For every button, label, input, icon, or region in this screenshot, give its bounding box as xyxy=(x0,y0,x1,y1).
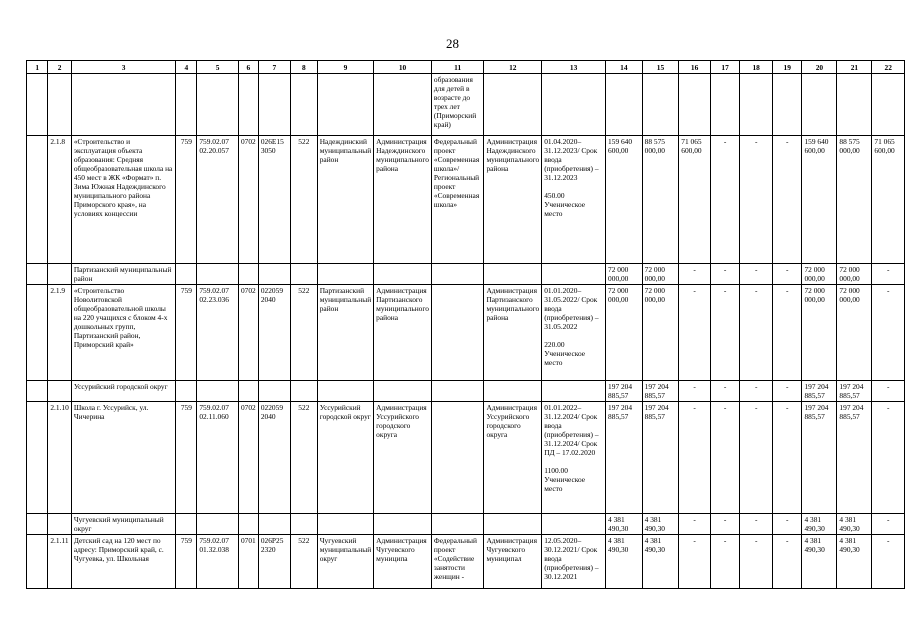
cell-col-17 xyxy=(710,74,739,136)
cell-col-15: 88 575 000,00 xyxy=(642,136,679,264)
cell-col-8 xyxy=(290,264,317,285)
cell-col-18: - xyxy=(740,381,773,402)
cell-col-2: 2.1.9 xyxy=(48,285,71,381)
cell-col-17: - xyxy=(710,514,739,535)
cell-col-21: 72 000 000,00 xyxy=(837,264,872,285)
cell-col-5: 759.02.07 01.32.038 xyxy=(197,535,239,589)
cell-col-21: 4 381 490,30 xyxy=(837,535,872,589)
cell-col-8 xyxy=(290,74,317,136)
cell-col-10: Администрация Надеждинского муниципального района xyxy=(374,136,432,264)
program-table xyxy=(26,60,905,589)
cell-col-17: - xyxy=(710,381,739,402)
table-row xyxy=(27,74,905,136)
cell-col-13: 01.04.2020–31.12.2023/ Срок ввода (приобретения) – 31.12.2023 450.00 Ученическое место xyxy=(542,136,606,264)
cell-col-11: образования для детей в возрасте до трех лет (Приморский край) xyxy=(431,74,484,136)
cell-col-3: Партизанский муниципальный район xyxy=(71,264,176,285)
cell-col-4: 759 xyxy=(176,402,197,514)
cell-col-1 xyxy=(27,381,48,402)
cell-col-6: 0702 xyxy=(238,136,258,264)
cell-col-22 xyxy=(872,74,905,136)
cell-col-19: - xyxy=(773,285,802,381)
cell-col-12 xyxy=(484,381,542,402)
cell-col-3 xyxy=(71,74,176,136)
cell-col-1 xyxy=(27,74,48,136)
cell-col-8: 522 xyxy=(290,402,317,514)
cell-col-20: 4 381 490,30 xyxy=(802,514,837,535)
cell-col-20: 197 204 885,57 xyxy=(802,402,837,514)
column-header-8: 8 xyxy=(290,61,317,74)
cell-col-21: 197 204 885,57 xyxy=(837,381,872,402)
cell-col-6 xyxy=(238,264,258,285)
cell-col-19: - xyxy=(773,514,802,535)
cell-col-21: 197 204 885,57 xyxy=(837,402,872,514)
cell-col-10: Администрация Партизанского муниципального района xyxy=(374,285,432,381)
cell-col-11: Федеральный проект «Содействие занятости женщин - xyxy=(431,535,484,589)
cell-col-16: - xyxy=(679,535,711,589)
cell-col-9: Партизанский муниципальный район xyxy=(317,285,373,381)
cell-col-5: 759.02.07 02.23.036 xyxy=(197,285,239,381)
cell-col-20 xyxy=(802,74,837,136)
cell-col-18: - xyxy=(740,285,773,381)
cell-col-4: 759 xyxy=(176,285,197,381)
cell-col-18: - xyxy=(740,514,773,535)
cell-col-6 xyxy=(238,514,258,535)
column-header-6: 6 xyxy=(238,61,258,74)
cell-col-1 xyxy=(27,136,48,264)
cell-col-22: - xyxy=(872,381,905,402)
cell-col-11 xyxy=(431,285,484,381)
cell-col-2 xyxy=(48,74,71,136)
cell-col-7 xyxy=(258,74,290,136)
cell-col-6: 0702 xyxy=(238,285,258,381)
cell-col-5 xyxy=(197,381,239,402)
column-header-14: 14 xyxy=(606,61,643,74)
cell-col-4 xyxy=(176,264,197,285)
cell-col-12 xyxy=(484,514,542,535)
cell-col-4 xyxy=(176,514,197,535)
column-header-5: 5 xyxy=(197,61,239,74)
cell-col-15: 4 381 490,30 xyxy=(642,535,679,589)
cell-col-7 xyxy=(258,381,290,402)
cell-col-22: - xyxy=(872,264,905,285)
cell-col-14: 197 204 885,57 xyxy=(606,381,643,402)
cell-col-12 xyxy=(484,74,542,136)
column-header-15: 15 xyxy=(642,61,679,74)
cell-col-21 xyxy=(837,74,872,136)
column-header-16: 16 xyxy=(679,61,711,74)
subtotal-row xyxy=(27,264,905,285)
cell-col-16: - xyxy=(679,381,711,402)
cell-col-12: Администрация Партизанского муниципального района xyxy=(484,285,542,381)
cell-col-15: 197 204 885,57 xyxy=(642,381,679,402)
cell-col-8 xyxy=(290,514,317,535)
cell-col-9 xyxy=(317,264,373,285)
cell-col-12: Администрация Чугуевского муниципал xyxy=(484,535,542,589)
cell-col-10 xyxy=(374,74,432,136)
cell-col-6: 0701 xyxy=(238,535,258,589)
cell-col-16: 71 065 600,00 xyxy=(679,136,711,264)
cell-col-13: 01.01.2020–31.05.2022/ Срок ввода (приобретения) – 31.05.2022 220.00 Ученическое место xyxy=(542,285,606,381)
cell-col-13 xyxy=(542,381,606,402)
cell-col-8: 522 xyxy=(290,535,317,589)
cell-col-20: 4 381 490,30 xyxy=(802,535,837,589)
cell-col-17: - xyxy=(710,264,739,285)
cell-col-19: - xyxy=(773,264,802,285)
cell-col-9: Надеждинский муниципальный район xyxy=(317,136,373,264)
cell-col-22: 71 065 600,00 xyxy=(872,136,905,264)
cell-col-3: Чугуевский муниципальный округ xyxy=(71,514,176,535)
cell-col-3: «Строительство и эксплуатация объекта образования: Средняя общеобразовательная школа на 450 мест в ЖК «Формат» п. Зима Южная Надеждинского муниципального района Приморского края», на условиях концессии xyxy=(71,136,176,264)
cell-col-8: 522 xyxy=(290,136,317,264)
cell-col-11: Федеральный проект «Современная школа»/Региональный проект «Современная школа» xyxy=(431,136,484,264)
cell-col-20: 159 640 600,00 xyxy=(802,136,837,264)
cell-col-7: 026P25 2320 xyxy=(258,535,290,589)
cell-col-19 xyxy=(773,74,802,136)
cell-col-22: - xyxy=(872,535,905,589)
cell-col-10: Администрация Чугуевского муниципа xyxy=(374,535,432,589)
column-header-22: 22 xyxy=(872,61,905,74)
cell-col-2: 2.1.10 xyxy=(48,402,71,514)
page-number: 28 xyxy=(446,36,459,51)
cell-col-9: Чугуевский муниципальный округ xyxy=(317,535,373,589)
table-row xyxy=(27,136,905,264)
cell-col-11 xyxy=(431,381,484,402)
cell-col-3: Школа г. Уссурийск, ул. Чичерина xyxy=(71,402,176,514)
cell-col-13 xyxy=(542,514,606,535)
cell-col-4 xyxy=(176,74,197,136)
cell-col-1 xyxy=(27,264,48,285)
cell-col-14: 4 381 490,30 xyxy=(606,514,643,535)
column-header-3: 3 xyxy=(71,61,176,74)
cell-col-16 xyxy=(679,74,711,136)
cell-col-11 xyxy=(431,514,484,535)
cell-col-1 xyxy=(27,402,48,514)
cell-col-14: 72 000 000,00 xyxy=(606,264,643,285)
cell-col-19: - xyxy=(773,381,802,402)
cell-col-18 xyxy=(740,74,773,136)
cell-col-1 xyxy=(27,285,48,381)
cell-col-14: 159 640 600,00 xyxy=(606,136,643,264)
cell-col-9 xyxy=(317,381,373,402)
cell-col-12: Администрация Уссурийского городского округа xyxy=(484,402,542,514)
cell-col-2 xyxy=(48,264,71,285)
cell-col-3: Детский сад на 120 мест по адресу: Приморский край, с. Чугуевка, ул. Школьная xyxy=(71,535,176,589)
cell-col-21: 72 000 000,00 xyxy=(837,285,872,381)
column-header-21: 21 xyxy=(837,61,872,74)
cell-col-17: - xyxy=(710,285,739,381)
column-header-7: 7 xyxy=(258,61,290,74)
cell-col-15: 72 000 000,00 xyxy=(642,264,679,285)
cell-col-16: - xyxy=(679,285,711,381)
cell-col-22: - xyxy=(872,285,905,381)
cell-col-19: - xyxy=(773,535,802,589)
cell-col-4: 759 xyxy=(176,136,197,264)
cell-col-22: - xyxy=(872,514,905,535)
cell-col-14: 4 381 490,30 xyxy=(606,535,643,589)
cell-col-14 xyxy=(606,74,643,136)
cell-col-5 xyxy=(197,264,239,285)
cell-col-12 xyxy=(484,264,542,285)
cell-col-17: - xyxy=(710,402,739,514)
cell-col-5: 759.02.07 02.11.060 xyxy=(197,402,239,514)
cell-col-10 xyxy=(374,381,432,402)
cell-col-13 xyxy=(542,264,606,285)
column-header-18: 18 xyxy=(740,61,773,74)
column-header-20: 20 xyxy=(802,61,837,74)
cell-col-16: - xyxy=(679,514,711,535)
cell-col-19: - xyxy=(773,136,802,264)
cell-col-18: - xyxy=(740,402,773,514)
cell-col-11 xyxy=(431,264,484,285)
cell-col-4: 759 xyxy=(176,535,197,589)
cell-col-15: 197 204 885,57 xyxy=(642,402,679,514)
subtotal-row xyxy=(27,381,905,402)
cell-col-15: 72 000 000,00 xyxy=(642,285,679,381)
column-header-1: 1 xyxy=(27,61,48,74)
cell-col-21: 4 381 490,30 xyxy=(837,514,872,535)
cell-col-7 xyxy=(258,264,290,285)
cell-col-2: 2.1.11 xyxy=(48,535,71,589)
table-row xyxy=(27,285,905,381)
cell-col-4 xyxy=(176,381,197,402)
cell-col-13: 01.01.2022–31.12.2024/ Срок ввода (приобретения) – 31.12.2024/ Срок ПД – 17.02.2020 1100.00 Ученическое место xyxy=(542,402,606,514)
cell-col-12: Администрация Надеждинского муниципального района xyxy=(484,136,542,264)
cell-col-5 xyxy=(197,514,239,535)
cell-col-13: 12.05.2020–30.12.2021/ Срок ввода (приобретения) – 30.12.2021 xyxy=(542,535,606,589)
cell-col-7: 026E15 3050 xyxy=(258,136,290,264)
cell-col-6: 0702 xyxy=(238,402,258,514)
cell-col-7 xyxy=(258,514,290,535)
cell-col-10 xyxy=(374,264,432,285)
cell-col-15: 4 381 490,30 xyxy=(642,514,679,535)
cell-col-6 xyxy=(238,381,258,402)
cell-col-20: 197 204 885,57 xyxy=(802,381,837,402)
cell-col-16: - xyxy=(679,264,711,285)
cell-col-5 xyxy=(197,74,239,136)
cell-col-15 xyxy=(642,74,679,136)
column-header-11: 11 xyxy=(431,61,484,74)
cell-col-11 xyxy=(431,402,484,514)
cell-col-3: Уссурийский городской округ xyxy=(71,381,176,402)
cell-col-18: - xyxy=(740,535,773,589)
cell-col-9: Уссурийский городской округ xyxy=(317,402,373,514)
cell-col-13 xyxy=(542,74,606,136)
cell-col-5: 759.02.07 02.20.057 xyxy=(197,136,239,264)
cell-col-20: 72 000 000,00 xyxy=(802,264,837,285)
cell-col-18: - xyxy=(740,264,773,285)
cell-col-14: 197 204 885,57 xyxy=(606,402,643,514)
cell-col-14: 72 000 000,00 xyxy=(606,285,643,381)
column-header-2: 2 xyxy=(48,61,71,74)
column-header-4: 4 xyxy=(176,61,197,74)
cell-col-17: - xyxy=(710,535,739,589)
cell-col-18: - xyxy=(740,136,773,264)
cell-col-2: 2.1.8 xyxy=(48,136,71,264)
table-body xyxy=(27,74,905,589)
cell-col-1 xyxy=(27,514,48,535)
column-header-13: 13 xyxy=(542,61,606,74)
cell-col-16: - xyxy=(679,402,711,514)
column-header-9: 9 xyxy=(317,61,373,74)
header-row xyxy=(27,61,905,74)
column-header-12: 12 xyxy=(484,61,542,74)
column-header-10: 10 xyxy=(374,61,432,74)
cell-col-10 xyxy=(374,514,432,535)
cell-col-9 xyxy=(317,514,373,535)
cell-col-19: - xyxy=(773,402,802,514)
cell-col-8: 522 xyxy=(290,285,317,381)
table-row xyxy=(27,535,905,589)
cell-col-21: 88 575 000,00 xyxy=(837,136,872,264)
cell-col-8 xyxy=(290,381,317,402)
cell-col-2 xyxy=(48,381,71,402)
cell-col-17: - xyxy=(710,136,739,264)
cell-col-6 xyxy=(238,74,258,136)
cell-col-20: 72 000 000,00 xyxy=(802,285,837,381)
cell-col-2 xyxy=(48,514,71,535)
subtotal-row xyxy=(27,514,905,535)
table-row xyxy=(27,402,905,514)
cell-col-22: - xyxy=(872,402,905,514)
column-header-19: 19 xyxy=(773,61,802,74)
cell-col-1 xyxy=(27,535,48,589)
column-header-17: 17 xyxy=(710,61,739,74)
cell-col-10: Администрация Уссурийского городского округа xyxy=(374,402,432,514)
cell-col-3: «Строительство Новолитовской общеобразовательной школы на 220 учащихся с блоком 4-х дошкольных групп, Партизанский район, Приморский край» xyxy=(71,285,176,381)
cell-col-7: 022059 2040 xyxy=(258,402,290,514)
cell-col-9 xyxy=(317,74,373,136)
cell-col-7: 022059 2040 xyxy=(258,285,290,381)
